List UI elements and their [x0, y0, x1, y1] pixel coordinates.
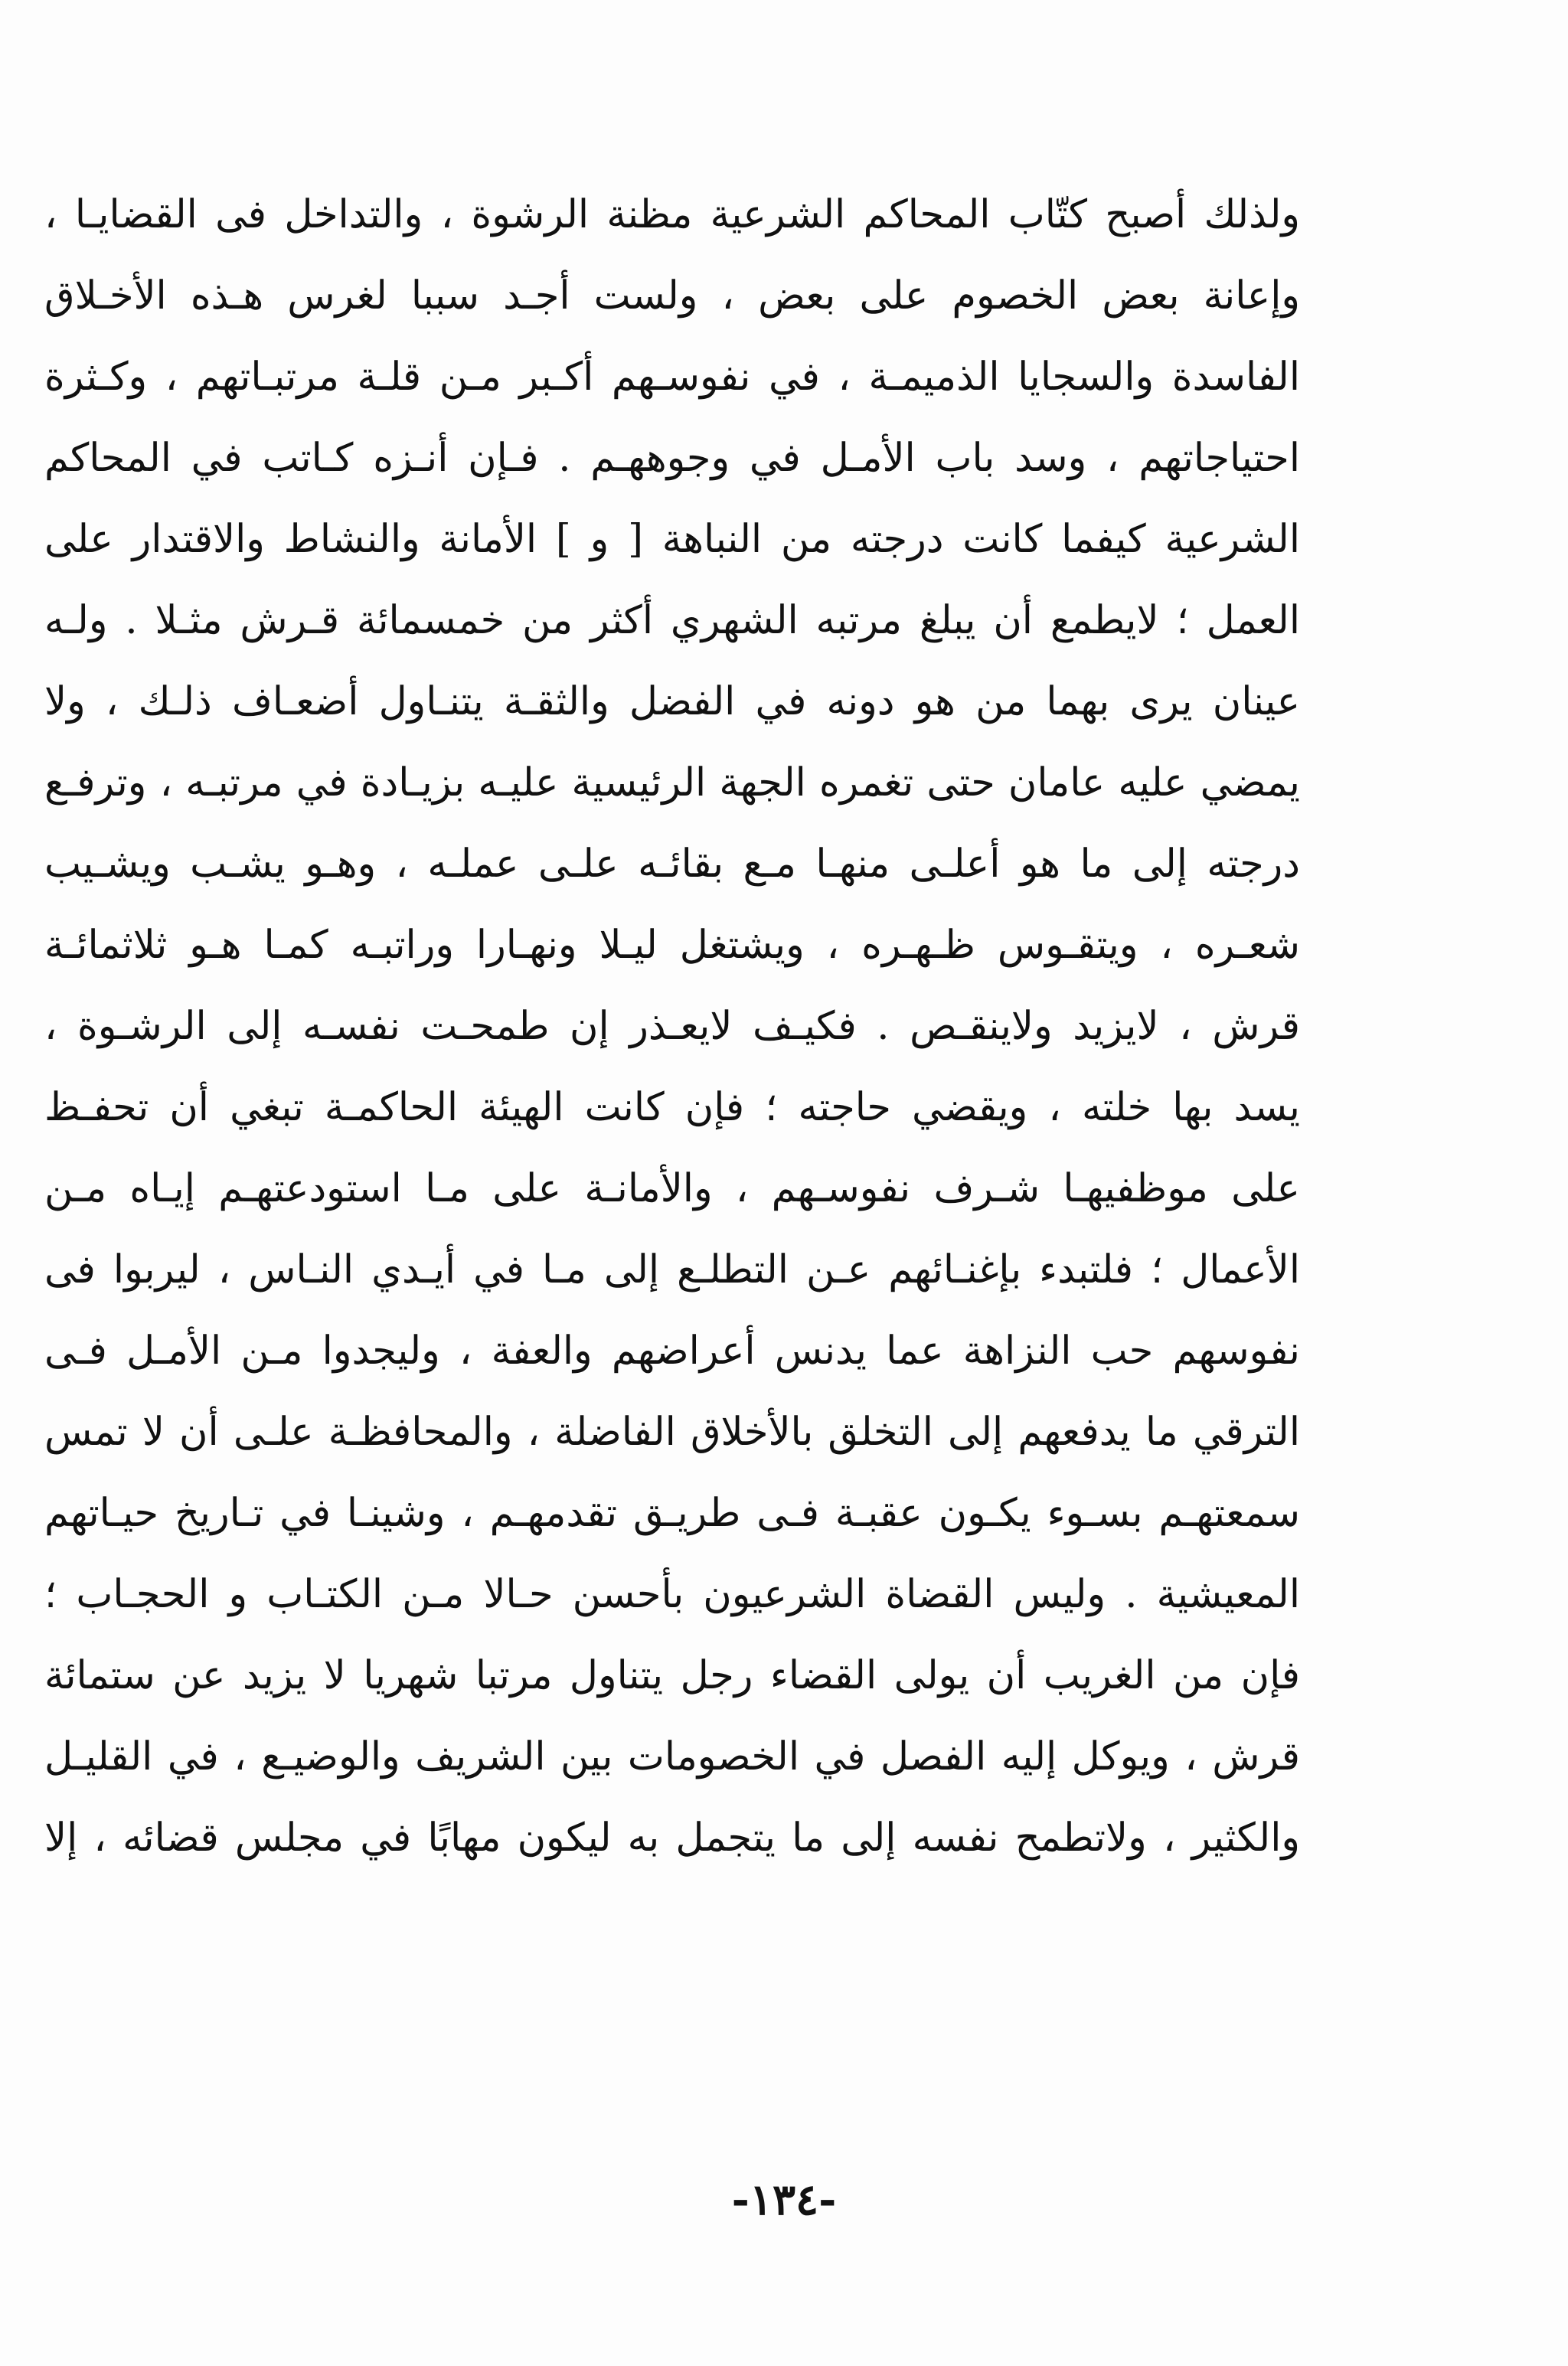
text-line: يسد بها خلته ، ويقضي حاجته ؛ فإن كانت الهيئة الحاكمـة تبغي أن تحفـظ [44, 1085, 1300, 1130]
text-line: قرش ، لايزيد ولاينقـص . فكيـف لايعـذر إن طمحـت نفسـه إلى الرشـوة ، [44, 1004, 1300, 1049]
text-line: على موظفيهـا شـرف نفوسـهم ، والأمانـة على مـا استودعتهـم إيـاه مـن [44, 1166, 1300, 1211]
page-number: -١٣٤- [731, 2175, 837, 2225]
text-line: درجته إلى ما هو أعلـى منهـا مـع بقائـه علـى عملـه ، وهـو يشـب ويشـيب [44, 841, 1300, 887]
text-line: وإعانة بعض الخصوم على بعض ، ولست أجـد سببا لغرس هـذه الأخـلاق [44, 273, 1300, 319]
text-line: المعيشية . وليس القضاة الشرعيون بأحسن حـالا مـن الكتـاب و الحجـاب ؛ [44, 1572, 1300, 1617]
text-line: يمضي عليه عامان حتى تغمره الجهة الرئيسية عليـه بزيـادة في مرتبـه ، وترفـع [44, 760, 1300, 806]
text-line: فإن من الغريب أن يولى القضاء رجل يتناول مرتبا شهريا لا يزيد عن ستمائة [44, 1653, 1300, 1698]
text-line: احتياجاتهم ، وسد باب الأمـل في وجوههـم . فـإن أنـزه كـاتب في المحاكم [44, 436, 1300, 481]
text-line: والكثير ، ولاتطمح نفسه إلى ما يتجمل به ليكون مهابًا في مجلس قضائه ، إلا [44, 1815, 1300, 1861]
text-line: الشرعية كيفما كانت درجته من النباهة [ و ] الأمانة والنشاط والاقتدار على [44, 517, 1300, 562]
text-line: الأعمال ؛ فلتبدء بإغنـائهم عـن التطلـع إلى مـا في أيـدي النـاس ، ليربوا فى [44, 1247, 1300, 1292]
text-line: سمعتهـم بسـوء يكـون عقبـة فـى طريـق تقدمهـم ، وشينـا في تـاريخ حيـاتهم [44, 1491, 1300, 1536]
body-text [44, 175, 1300, 1879]
text-line: العمل ؛ لايطمع أن يبلغ مرتبه الشهري أكثر من خمسمائة قـرش مثـلا . ولـه [44, 598, 1300, 643]
text-line: الفاسدة والسجايا الذميمـة ، في نفوسـهم أكـبر مـن قلـة مرتبـاتهم ، وكـثرة [44, 355, 1300, 400]
text-line: شعـره ، ويتقـوس ظـهـره ، ويشتغل ليـلا ونهـارا وراتبـه كمـا هـو ثلاثمائـة [44, 923, 1300, 968]
text-line: نفوسهم حب النزاهة عما يدنس أعراضهم والعفة ، وليجدوا مـن الأمـل فـى [44, 1328, 1300, 1374]
text-line: عينان يرى بهما من هو دونه في الفضل والثقـة يتنـاول أضعـاف ذلـك ، ولا [44, 679, 1300, 724]
text-line: الترقي ما يدفعهم إلى التخلق بالأخلاق الفاضلة ، والمحافظـة علـى أن لا تمس [44, 1410, 1300, 1455]
text-line: قرش ، ويوكل إليه الفصل في الخصومات بين الشريف والوضيـع ، في القليـل [44, 1734, 1300, 1779]
text-line: ولذلك أصبح كتّاب المحاكم الشرعية مظنة الرشوة ، والتداخل فى القضايـا ، [44, 192, 1300, 237]
